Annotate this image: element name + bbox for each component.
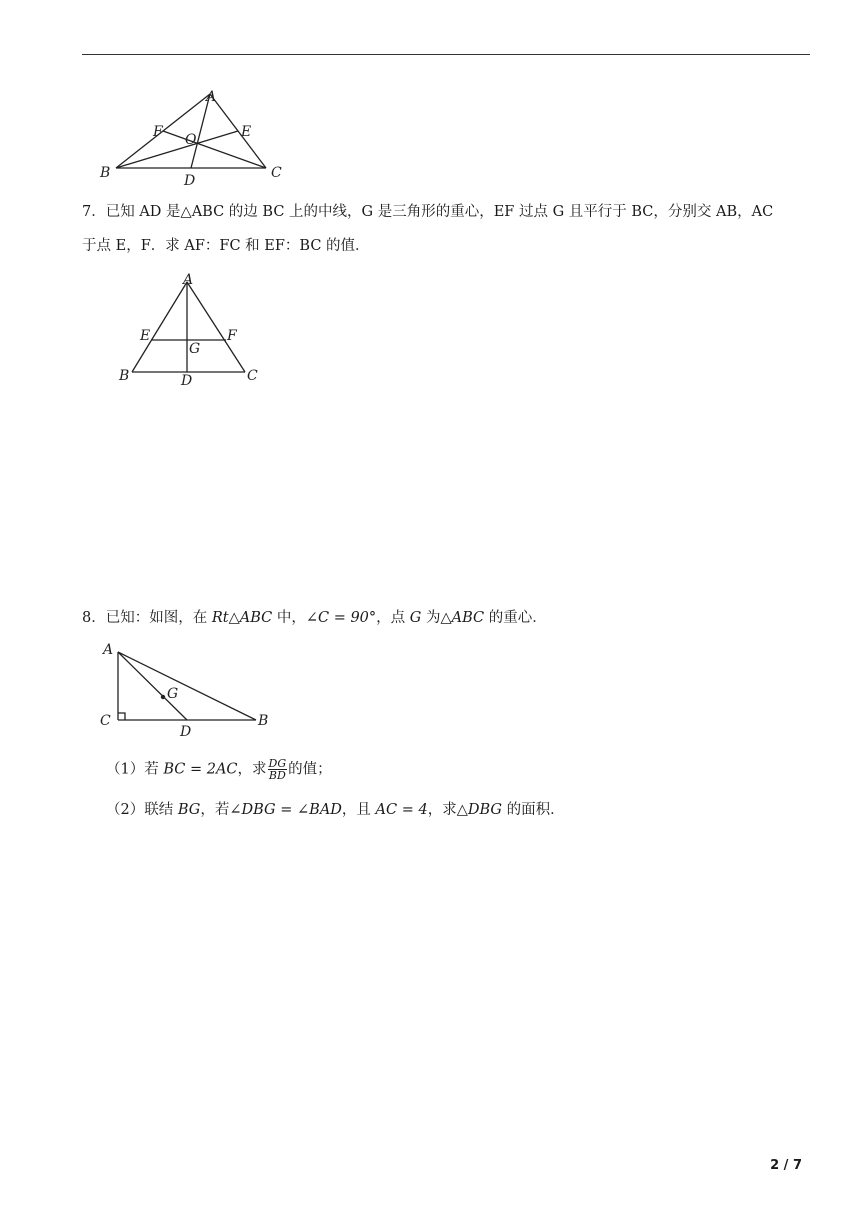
figure-triangle-centroid: [112, 270, 268, 390]
q8-part2-text-4: ，求: [427, 802, 457, 818]
question-8-part-2: [106, 800, 565, 820]
header-rule: [82, 54, 810, 55]
question-7-line-2: 于点 E，F．求 AF：FC 和 EF：BC 的值．: [82, 238, 370, 254]
q8-part2-text-5: 的面积．: [502, 802, 565, 818]
figure-right-triangle: [98, 640, 278, 740]
fraction-numerator: DG: [268, 757, 287, 770]
q8-part1-text-2: ，求: [237, 761, 267, 778]
label-f: F: [153, 124, 163, 140]
label-a: A: [183, 272, 194, 288]
label-d: D: [184, 173, 196, 189]
q8-text-5: 的重心．: [484, 610, 547, 626]
q8-text-2: 中，: [272, 610, 306, 626]
label-a: A: [206, 89, 217, 105]
question-8-stem: [82, 608, 547, 628]
label-c: C: [100, 713, 111, 729]
q8-part2-math-3: AC = 4: [375, 802, 428, 818]
q8-math-1: Rt△ABC: [211, 610, 273, 626]
label-e: E: [241, 124, 252, 140]
q8-part1-text-1: （1）若: [106, 761, 164, 778]
label-g: G: [167, 686, 179, 702]
q8-math-2: ∠C = 90°: [305, 610, 377, 626]
label-a: A: [103, 642, 114, 658]
right-angle-mark: [118, 713, 125, 720]
question-8-part-1: [106, 758, 332, 781]
label-c: C: [247, 368, 258, 384]
question-7-line-1: 7．已知 AD 是△ABC 的边 BC 上的中线，G 是三角形的重心，EF 过点 G 且平行于 BC，分别交 AB，AC: [82, 204, 774, 220]
label-b: B: [119, 368, 130, 384]
label-o: O: [185, 132, 197, 148]
q8-part2-text-3: ，且: [341, 802, 376, 818]
label-b: B: [258, 713, 269, 729]
label-d: D: [180, 724, 192, 740]
label-b: B: [100, 165, 111, 181]
label-e: E: [140, 328, 151, 344]
q8-part1-text-3: 的值；: [288, 761, 332, 778]
figure-triangle-medians: [96, 84, 296, 188]
label-d: D: [181, 373, 193, 389]
triangle-abc: [118, 652, 256, 720]
label-g: G: [189, 341, 201, 357]
median-ad: [191, 94, 210, 168]
page-number: 2 / 7: [770, 1158, 802, 1173]
q8-text-4: 为: [421, 610, 441, 626]
q8-part2-text-2: ，若: [200, 802, 230, 818]
q8-part2-math-2: ∠DBG = ∠BAD: [229, 802, 342, 818]
label-c: C: [271, 165, 282, 181]
q8-part1-math-1: BC = 2AC: [163, 761, 238, 778]
label-f: F: [227, 328, 237, 344]
q8-math-4: △ABC: [440, 610, 485, 626]
q8-text-3: ，点: [376, 610, 410, 626]
q8-part2-math-4: △DBG: [456, 802, 502, 818]
q8-math-3: G: [409, 610, 422, 626]
triangle-abc: [132, 282, 245, 372]
fraction-denominator: BD: [268, 769, 286, 782]
q8-part2-text-1: （2）联结: [106, 802, 178, 818]
q8-text-1: 8．已知：如图，在: [82, 610, 212, 626]
q8-part2-math-1: BG: [177, 802, 201, 818]
fraction-dg-over-bd: [268, 758, 288, 781]
point-g: [161, 695, 165, 699]
